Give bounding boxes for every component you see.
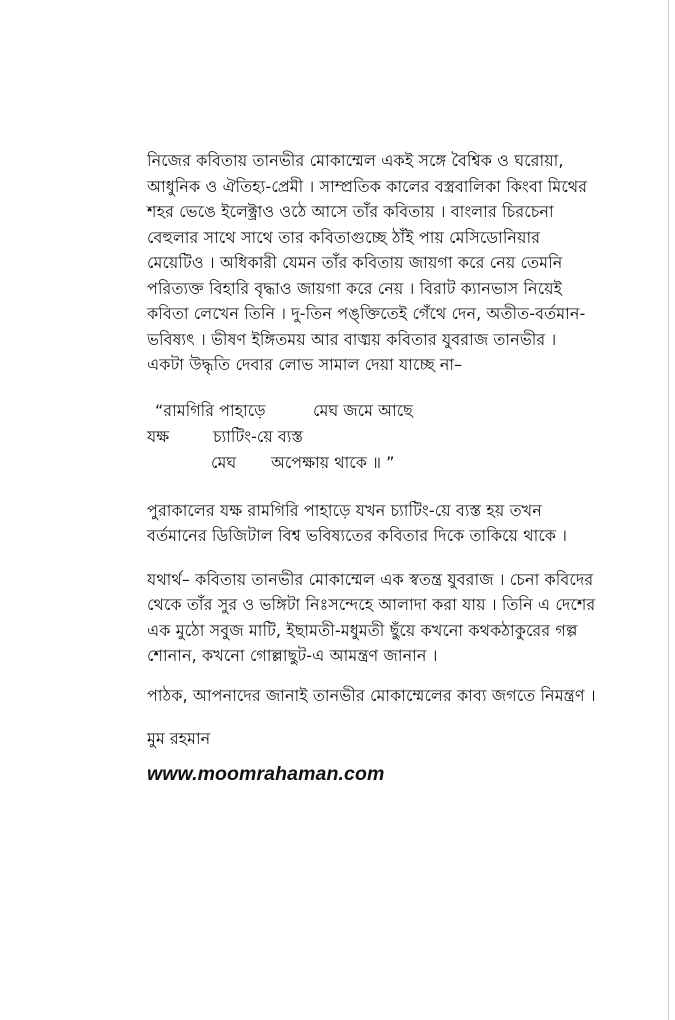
poem-line-1-part-a: “রামগিরি পাহাড়ে [155,400,266,420]
poem-quote [147,398,597,476]
poem-line-3 [147,450,597,476]
poem-line-2-part-b: চ্যাটিং-য়ে ব্যস্ত [213,426,303,446]
invite-paragraph: পাঠক, আপনাদের জানাই তানভীর মোকাম্মেলের কাব্য জগতে নিমন্ত্রণ । [147,685,596,705]
past-paragraph: পুরাকালের যক্ষ রামগিরি পাহাড়ে যখন চ্যাটিং-য়ে ব্যস্ত হয় তখন বর্তমানের ডিজিটাল বিশ্ব ভবিষ্যতের কবিতার দিকে তাকিয়ে থাকে । [147,500,568,545]
page-edge-divider [668,0,669,1020]
poem-line-2-part-a: যক্ষ [147,426,170,446]
website-link[interactable]: www.moomrahaman.com [147,763,385,785]
truth-paragraph: যথার্থ– কবিতায় তানভীর মোকাম্মেল এক স্বতন্ত্র যুবরাজ । চেনা কবিদের থেকে তাঁর সুর ও ভঙ্গিটা নিঃসন্দেহে আলাদা করা যায় । তিনি এ দেশের এক মুঠো সবুজ মাটি, ইছামতী-মধুমতী ছুঁয়ে কখনো কথকঠাকুরের গল্প শোনান, কখনো গোল্লাছুট-এ আমন্ত্রণ জানান । [147,569,596,665]
author-name: মুম রহমান [147,729,211,748]
poem-line-3-part-b: অপেক্ষায় থাকে ॥ ” [271,452,395,472]
poem-line-2 [147,424,597,450]
intro-paragraph: নিজের কবিতায় তানভীর মোকাম্মেল একই সঙ্গে বৈশ্বিক ও ঘরোয়া, আধুনিক ও ঐতিহ্য-প্রেমী । সাম্প্রতিক কালের বস্ত্রবালিকা কিংবা মিথের শহর ভেঙে ইলেক্ট্রাও ওঠে আসে তাঁর কবিতায় । বাংলার চিরচেনা বেহুলার সাথে সাথে তার কবিতাগুচ্ছে ঠাঁই পায় মেসিডোনিয়ার মেয়েটিও । অধিকারী যেমন তাঁর কবিতায় জায়গা করে নেয় তেমনি পরিত্যক্ত বিহারি বৃদ্ধাও জায়গা করে নেয় । বিরাট ক্যানভাস নিয়েই কবিতা লেখেন তিনি । দু-তিন পঙ্‌ক্তিতেই গেঁথে দেন, অতীত-বর্তমান-ভবিষ্যৎ । ভীষণ ইঙ্গিতময় আর বাঙ্ময় কবিতার যুবরাজ তানভীর । একটা উদ্ধৃতি দেবার লোভ সামাল দেয়া যাচ্ছে না– [147,151,588,374]
poem-line-1 [147,398,597,424]
poem-line-3-part-a: মেঘ [211,452,237,472]
document-page [147,148,597,786]
poem-line-1-part-b: মেঘ জমে আছে [313,400,413,420]
